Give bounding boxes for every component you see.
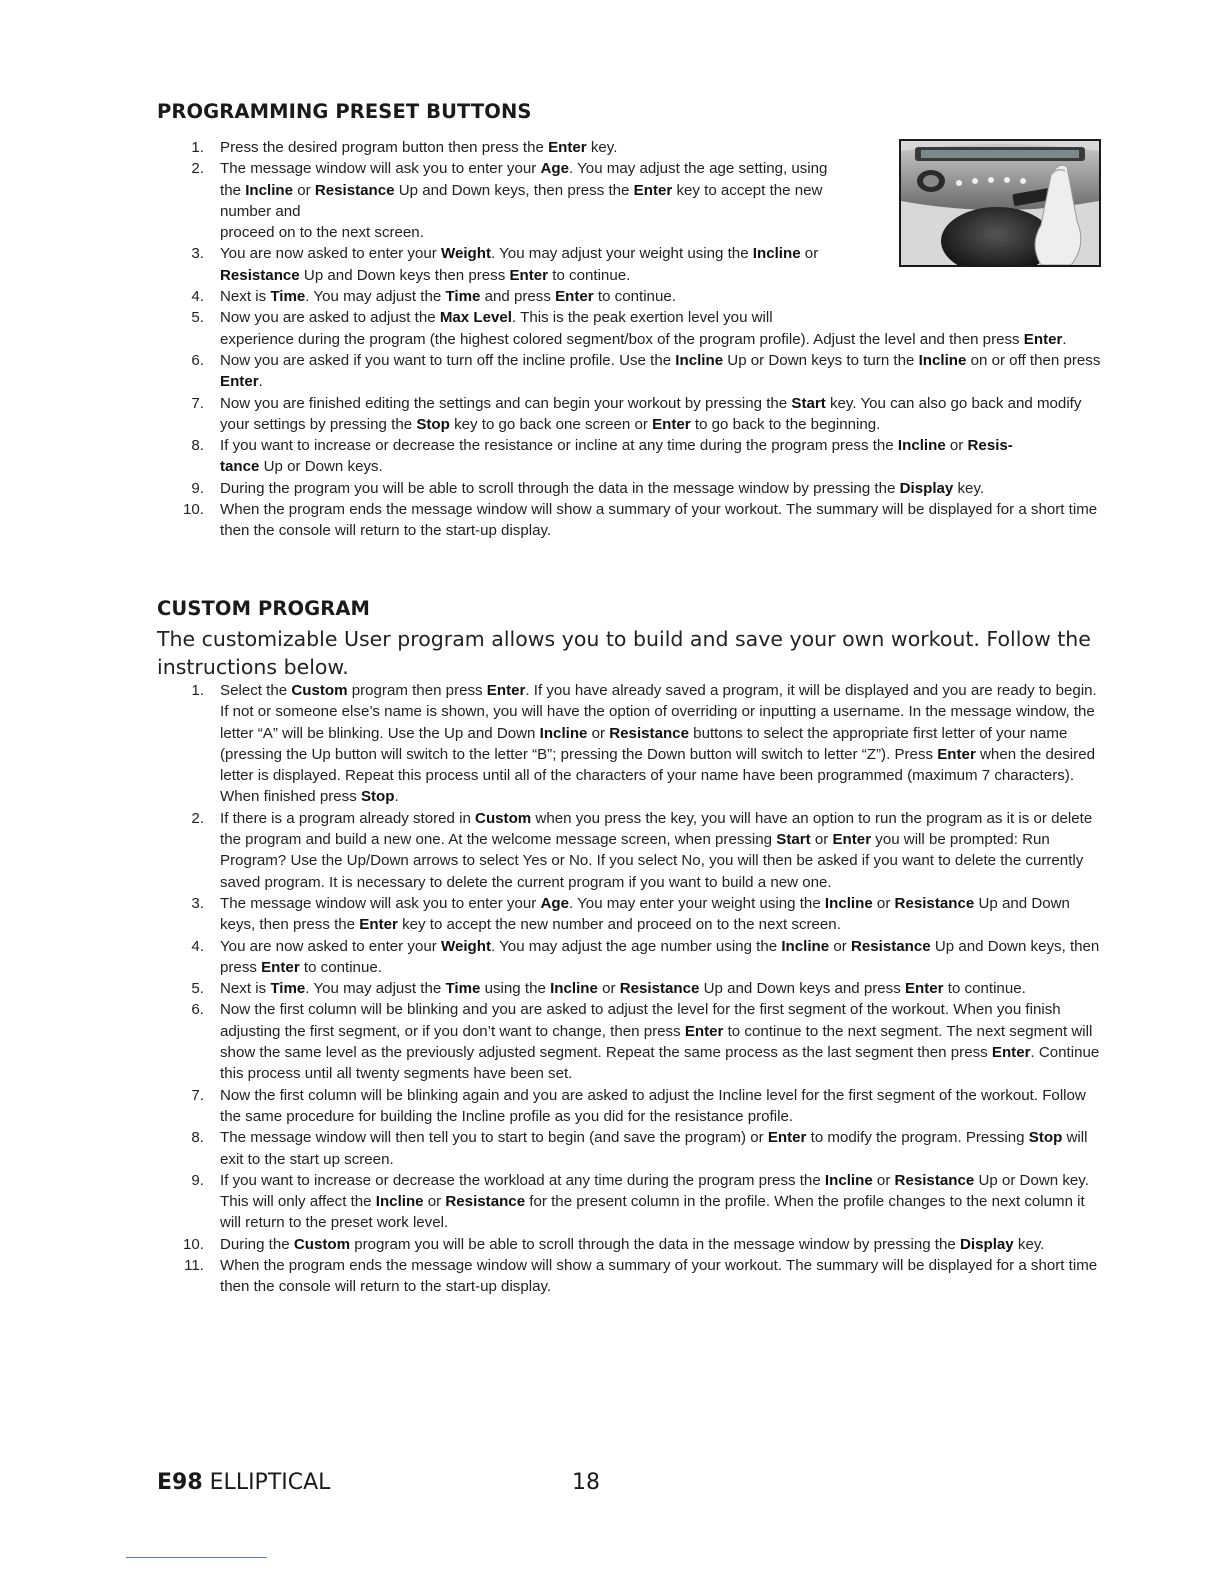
custom-step-4	[157, 936, 1105, 979]
step-keyword: Enter	[684, 1022, 724, 1040]
step-text: or	[597, 980, 620, 998]
step-keyword: Stop	[360, 788, 395, 806]
bottom-rule	[126, 1557, 267, 1558]
step-text: . You may enter your weight using the	[569, 894, 825, 912]
preset-step-2	[157, 158, 1105, 243]
step-text: key. You can also go back and modify your settings by pressing the	[220, 394, 1082, 433]
step-text: or	[800, 245, 819, 263]
step-number: 8.	[191, 1129, 204, 1147]
step-text: . You may adjust the age setting, using	[569, 160, 828, 178]
preset-section-heading: PROGRAMMING PRESET BUTTONS	[157, 100, 532, 123]
step-text: or	[872, 1171, 895, 1189]
custom-step-10	[157, 1234, 1105, 1255]
step-text: to continue.	[548, 266, 631, 284]
step-keyword: Resistance	[619, 980, 700, 998]
step-text: Press the desired program button then press the	[220, 139, 549, 156]
step-keyword: Incline	[245, 181, 293, 199]
step-text: . If you have already saved a program, it will be displayed and you are ready to begin. If not or someone else’s name is shown, you will have the option of overriding or inputting a username. In the message window, the letter “A” will be blinking. Use the Up and Down	[220, 682, 1097, 742]
step-text: key.	[953, 479, 985, 497]
step-keyword: Incline	[897, 437, 946, 455]
footer-product	[157, 1470, 330, 1495]
step-text: .	[394, 788, 399, 806]
step-text: . You may adjust the age number using the	[491, 937, 782, 955]
step-keyword: Resistance	[894, 894, 975, 912]
preset-step-8	[157, 435, 1105, 478]
step-keyword: Enter	[509, 266, 549, 284]
step-text: .	[258, 373, 263, 391]
step-text: You are now asked to enter your	[220, 937, 441, 955]
step-number: 6.	[191, 1001, 204, 1019]
step-keyword: Resistance	[609, 724, 689, 742]
step-number: 4.	[191, 937, 204, 955]
step-keyword: Time	[270, 288, 306, 306]
step-number: 11.	[184, 1257, 204, 1275]
step-text: or	[945, 437, 968, 455]
step-number: 6.	[191, 351, 204, 369]
step-keyword: Enter	[633, 181, 673, 199]
step-text: key to go back one screen or	[449, 415, 653, 433]
step-text: . This is the peak exertion level you will	[511, 309, 773, 327]
step-number: 4.	[191, 288, 204, 306]
step-keyword: Stop	[1028, 1129, 1063, 1147]
step-text: you will be prompted: Run Program? Use the Up/Down arrows to select Yes or No. If you select No, you will then be asked if you want to delete the currently saved program. It is necessary to delete the current program if you want to build a new one.	[220, 831, 1084, 891]
step-keyword: Display	[960, 1235, 1014, 1253]
step-text: key.	[1013, 1235, 1045, 1253]
page-number: 18	[572, 1470, 600, 1495]
step-number: 5.	[191, 980, 204, 998]
preset-step-9	[157, 478, 1105, 499]
step-keyword: Resistance	[894, 1171, 975, 1189]
step-text: If there is a program already stored in	[220, 809, 476, 827]
step-number: 2.	[191, 160, 204, 178]
step-keyword: Incline	[550, 980, 598, 998]
step-keyword: Incline	[918, 351, 967, 369]
step-number: 3.	[191, 245, 204, 263]
step-text: Now you are asked to adjust the	[220, 309, 440, 327]
step-text: . Continue this process until all twenty segments have been set.	[220, 1044, 1100, 1083]
step-number: 2.	[191, 809, 204, 827]
step-text: The message window will ask you to enter your	[220, 160, 541, 178]
custom-step-1	[157, 680, 1105, 808]
step-text: During the program you will be able to scroll through the data in the message window by pressing the	[220, 479, 900, 497]
step-text: number and	[220, 202, 301, 220]
custom-step-6	[157, 999, 1105, 1084]
step-text: to continue.	[943, 980, 1026, 998]
step-text: to go back to the beginning.	[690, 415, 881, 433]
step-keyword: Start	[791, 394, 826, 412]
step-text: when the desired letter is displayed. Repeat this process until all of the characters of your name have been programmed (maximum 7 characters). When finished press	[220, 745, 1095, 806]
preset-step-7	[157, 393, 1105, 436]
step-number: 3.	[191, 894, 204, 912]
step-keyword: Incline	[539, 724, 588, 742]
step-text: Up and Down keys and press	[699, 980, 905, 998]
step-text: to continue to the next segment. The next segment will show the same level as the previously adjusted segment. Repeat the same process as the last segment then press	[220, 1022, 1093, 1062]
step-keyword: tance	[220, 458, 260, 476]
step-keyword: Enter	[555, 288, 594, 306]
step-keyword: Enter	[937, 745, 976, 763]
step-keyword: Enter	[359, 916, 398, 934]
step-keyword: Display	[899, 479, 954, 497]
step-keyword: Enter	[767, 1129, 807, 1147]
step-keyword: Time	[445, 980, 481, 998]
step-text: Up and Down keys, then press the	[220, 894, 1070, 934]
preset-step-10	[157, 499, 1105, 542]
step-text: Up or Down keys to turn the	[723, 351, 919, 369]
step-number: 7.	[191, 394, 204, 412]
step-keyword: Stop	[416, 415, 450, 433]
step-text: During the	[220, 1235, 294, 1253]
step-number: 1.	[191, 139, 204, 156]
preset-steps-list	[157, 137, 1105, 542]
step-text: Now you are asked if you want to turn off the incline profile. Use the	[220, 351, 676, 369]
step-keyword: Max Level	[439, 309, 512, 327]
step-text: Up or Down keys.	[259, 458, 383, 476]
step-keyword: Enter	[548, 139, 587, 156]
step-keyword: Resistance	[445, 1193, 526, 1211]
preset-step-6	[157, 350, 1105, 393]
step-text: experience during the program (the highest colored segment/box of the program profile). Adjust the level and then press	[220, 330, 1024, 348]
step-text: Up or Down key. This will only affect the	[220, 1171, 1089, 1211]
step-number: 10.	[183, 1235, 204, 1253]
step-text: Now the first column will be blinking again and you are asked to adjust the Incline level for the first segment of the workout. Follow the same procedure for building the Incline profile as you did for the resistance profile.	[220, 1086, 1086, 1125]
step-text: . You may adjust the	[305, 980, 446, 998]
step-text: or	[293, 181, 315, 199]
step-text: program then press	[347, 682, 487, 699]
preset-step-3	[157, 243, 1105, 286]
step-keyword: Start	[776, 831, 811, 849]
step-keyword: Age	[540, 160, 569, 178]
custom-step-8	[157, 1127, 1105, 1170]
step-text: Select the	[220, 682, 292, 699]
preset-step-1	[157, 137, 1105, 158]
step-number: 1.	[191, 682, 204, 699]
step-text: Up and Down keys then press	[299, 266, 510, 284]
step-text: You are now asked to enter your	[220, 245, 441, 263]
step-text: or	[872, 894, 895, 912]
step-keyword: Enter	[832, 831, 872, 849]
step-keyword: Time	[445, 288, 481, 306]
step-keyword: Custom	[291, 682, 348, 699]
custom-step-2	[157, 808, 1105, 893]
step-text: or	[423, 1193, 446, 1211]
step-text: proceed on to the next screen.	[220, 224, 424, 242]
step-number: 7.	[191, 1086, 204, 1104]
step-keyword: Incline	[824, 894, 873, 912]
step-text: Up and Down keys, then press	[220, 937, 1100, 976]
step-text: If you want to increase or decrease the workload at any time during the program press the	[220, 1171, 825, 1189]
footer-product-name: ELLIPTICAL	[209, 1470, 331, 1495]
step-keyword: Enter	[991, 1044, 1031, 1062]
step-number: 10.	[183, 501, 204, 519]
step-text: If you want to increase or decrease the resistance or incline at any time during the program press the	[220, 437, 898, 455]
step-text: key to accept the new number and proceed on to the next screen.	[397, 916, 841, 934]
step-text: will exit to the start up screen.	[220, 1129, 1088, 1168]
step-keyword: Age	[540, 894, 569, 912]
step-keyword: Incline	[781, 937, 830, 955]
step-keyword: Resis-	[967, 437, 1013, 455]
step-text: or	[829, 937, 851, 955]
step-keyword: Weight	[440, 245, 491, 263]
step-number: 9.	[191, 479, 204, 497]
step-text: for the present column in the profile. When the profile changes to the next column it will return to the preset work level.	[220, 1193, 1085, 1232]
step-text: key to accept the new	[672, 181, 823, 199]
step-text: to continue.	[593, 288, 676, 306]
custom-step-9	[157, 1170, 1105, 1234]
step-text: When the program ends the message window will show a summary of your workout. The summary will be displayed for a short time then the console will return to the start-up display.	[220, 1257, 1098, 1296]
step-number: 5.	[191, 309, 204, 327]
step-text: Now the first column will be blinking and you are asked to adjust the level for the first segment of the workout. When you finish adjusting the first segment, or if you don’t want to change, then press	[220, 1001, 1061, 1040]
step-text: The message window will then tell you to start to begin (and save the program) or	[220, 1129, 768, 1147]
step-number: 9.	[191, 1171, 204, 1189]
step-keyword: Incline	[675, 351, 724, 369]
step-text: when you press the key, you will have an option to run the program as it is or delete the program and build a new one. At the welcome message screen, when pressing	[220, 809, 1093, 849]
step-text: key.	[586, 139, 618, 156]
step-keyword: Custom	[293, 1235, 351, 1253]
step-keyword: Weight	[440, 937, 491, 955]
custom-intro: The customizable User program allows you to build and save your own workout. Follow the instructions below.	[157, 627, 1091, 679]
step-text: Next is	[220, 980, 271, 998]
custom-section-heading: CUSTOM PROGRAM	[157, 597, 371, 620]
step-keyword: Enter	[261, 958, 300, 976]
step-text: using the	[480, 980, 551, 998]
step-text: When the program ends the message window will show a summary of your workout. The summary will be displayed for a short time then the console will return to the start-up display.	[220, 501, 1098, 540]
step-text: The message window will ask you to enter your	[220, 894, 541, 912]
step-text: to continue.	[299, 958, 382, 976]
preset-step-4	[157, 286, 1105, 307]
step-text: the	[220, 181, 246, 199]
step-keyword: Enter	[220, 373, 259, 391]
step-text: .	[1062, 330, 1067, 348]
step-keyword: Resistance	[314, 181, 395, 199]
custom-step-7	[157, 1085, 1105, 1128]
custom-step-5	[157, 978, 1105, 999]
custom-steps-list	[157, 680, 1105, 1298]
step-text: on or off then press	[966, 351, 1101, 369]
step-text: Now you are finished editing the settings and can begin your workout by pressing the	[220, 394, 792, 412]
step-text: . You may adjust the	[305, 288, 446, 306]
footer-model: E98	[157, 1470, 203, 1495]
step-keyword: Incline	[824, 1171, 873, 1189]
step-keyword: Enter	[1023, 330, 1063, 348]
step-keyword: Time	[270, 980, 306, 998]
step-number: 8.	[191, 437, 204, 455]
step-text: Up and Down keys, then press the	[394, 181, 634, 199]
step-text: program you will be able to scroll through the data in the message window by pressing the	[350, 1235, 960, 1253]
custom-step-3	[157, 893, 1105, 936]
step-text: . You may adjust your weight using the	[491, 245, 753, 263]
step-keyword: Resistance	[850, 937, 931, 955]
step-keyword: Enter	[904, 980, 944, 998]
step-text: to modify the program. Pressing	[806, 1129, 1029, 1147]
step-keyword: Incline	[375, 1193, 424, 1211]
custom-step-11	[157, 1255, 1105, 1298]
step-text: or	[587, 724, 610, 742]
step-text: and press	[480, 288, 556, 306]
step-keyword: Incline	[752, 245, 801, 263]
step-text: buttons to select the appropriate first letter of your name (pressing the Up button will switch to the letter “B”; pressing the Down button will switch to letter “Z”). Press	[220, 724, 1068, 763]
step-keyword: Enter	[486, 682, 526, 699]
step-keyword: Resistance	[220, 266, 300, 284]
step-text: Next is	[220, 288, 271, 306]
step-keyword: Custom	[475, 809, 532, 827]
preset-step-5	[157, 307, 1105, 350]
step-keyword: Enter	[652, 415, 691, 433]
step-text: or	[810, 831, 833, 849]
